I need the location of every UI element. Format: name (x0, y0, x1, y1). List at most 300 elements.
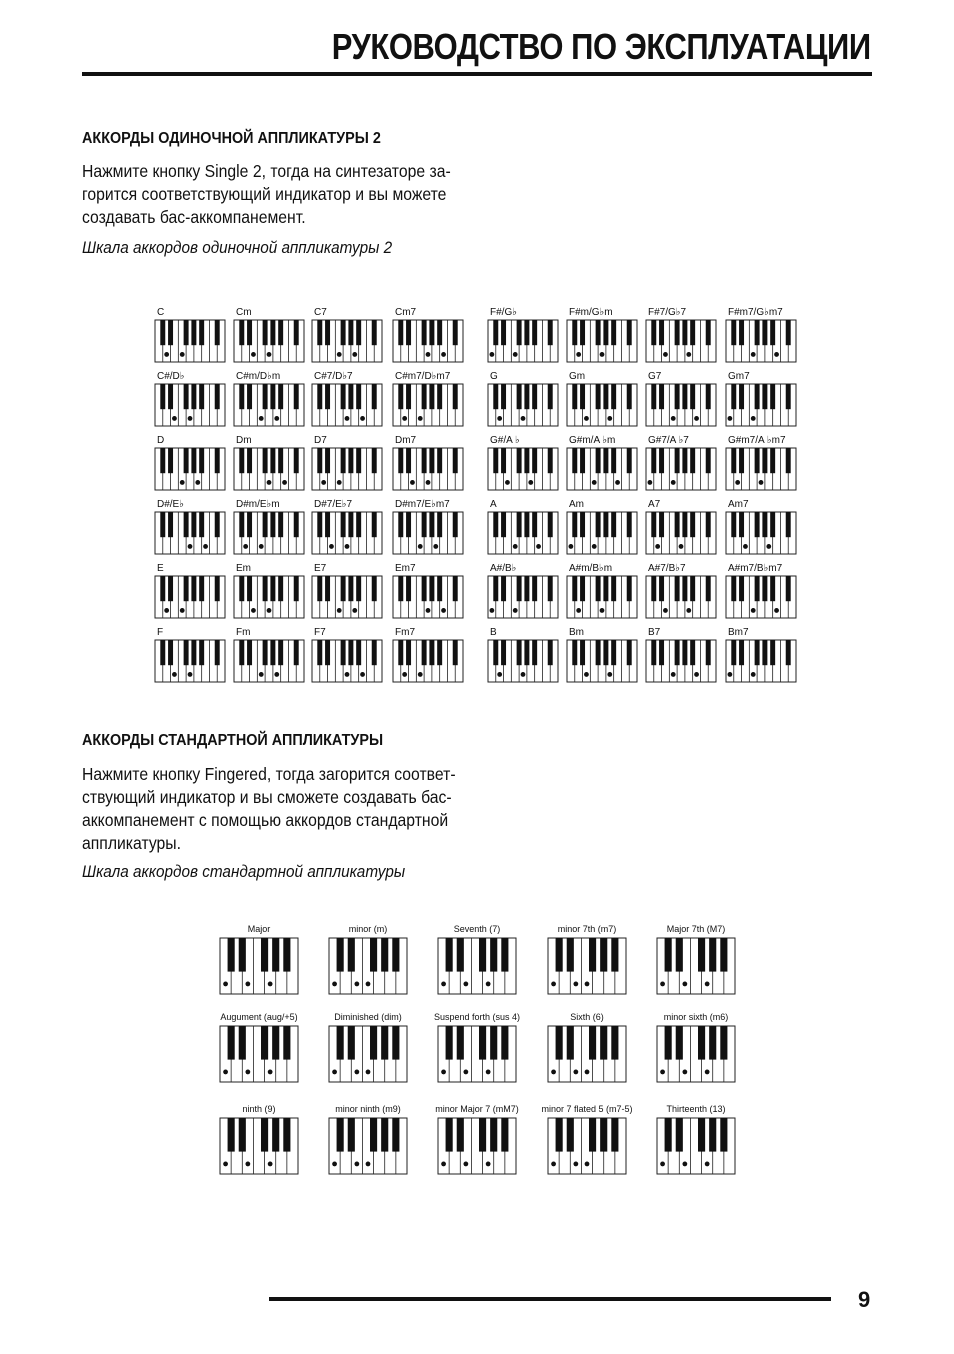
chord-note-dot (366, 982, 371, 987)
black-key (762, 384, 767, 409)
black-key (739, 384, 744, 409)
chord-label: D#/E♭ (157, 499, 184, 510)
black-key (479, 938, 486, 972)
chord-note-dot (402, 416, 407, 421)
black-key (283, 1026, 290, 1060)
black-key (611, 512, 616, 537)
chord-note-dot (497, 416, 502, 421)
black-key (720, 938, 727, 972)
black-key (651, 640, 656, 665)
black-key (247, 320, 252, 345)
chord-keyboard (726, 512, 796, 554)
chord-note-dot (441, 1162, 446, 1167)
black-key (572, 512, 577, 537)
black-key (532, 448, 537, 473)
black-key (493, 384, 498, 409)
black-key (325, 320, 330, 345)
black-key (398, 640, 403, 665)
footer-rule (269, 1297, 831, 1301)
chord-keyboard (393, 576, 463, 618)
black-key (261, 938, 268, 972)
black-key (596, 640, 601, 665)
black-key (611, 384, 616, 409)
chord-note-dot (513, 608, 518, 613)
black-key (611, 1118, 618, 1152)
black-key (372, 576, 377, 601)
chord-note-dot (245, 1070, 250, 1075)
chord-label: G#m7/A ♭m7 (728, 435, 786, 446)
chord-keyboard (312, 384, 382, 426)
black-key (199, 320, 204, 345)
black-key (517, 320, 522, 345)
chord-keyboard (488, 512, 558, 554)
chord-label: D (157, 435, 165, 446)
chord-note-dot (418, 544, 423, 549)
black-key (517, 576, 522, 601)
chord-note-dot (660, 1070, 665, 1075)
chord-note-dot (354, 1162, 359, 1167)
chord-keyboard (548, 938, 626, 994)
page-number: 9 (858, 1287, 871, 1312)
black-key (422, 448, 427, 473)
chord-keyboard (234, 512, 304, 554)
chord-note-dot (751, 672, 756, 677)
black-key (589, 938, 596, 972)
chord-keyboard (488, 640, 558, 682)
black-key (596, 384, 601, 409)
chord-note-dot (329, 544, 334, 549)
chord-note-dot (164, 352, 169, 357)
chord-keyboard (220, 938, 298, 994)
chord-keyboard (567, 576, 637, 618)
chord-label: B7 (648, 627, 661, 638)
chord-keyboard (220, 1026, 298, 1082)
chord-label: A#/B♭ (490, 563, 517, 574)
chord-note-dot (243, 544, 248, 549)
keyboard-frame (726, 576, 796, 618)
black-key (199, 640, 204, 665)
black-key (184, 512, 189, 537)
chord-label: Augument (aug/+5) (220, 1012, 298, 1022)
keyboard-frame (646, 384, 716, 426)
black-key (676, 1026, 683, 1060)
black-key (690, 576, 695, 601)
black-key (762, 448, 767, 473)
black-key (437, 384, 442, 409)
black-key (215, 384, 220, 409)
black-key (398, 512, 403, 537)
chord-note-dot (607, 416, 612, 421)
chord-note-dot (536, 544, 541, 549)
black-key (215, 576, 220, 601)
black-key (493, 512, 498, 537)
black-key (524, 512, 529, 537)
black-key (294, 320, 299, 345)
black-key (457, 1026, 464, 1060)
black-key (317, 640, 322, 665)
black-key (580, 576, 585, 601)
black-key (429, 512, 434, 537)
black-key (261, 1118, 268, 1152)
chord-note-dot (486, 982, 491, 987)
black-key (675, 384, 680, 409)
black-key (698, 1026, 705, 1060)
black-key (770, 320, 775, 345)
black-key (294, 576, 299, 601)
black-key (665, 1026, 672, 1060)
chord-label: A7 (648, 499, 661, 510)
chord-keyboard (567, 448, 637, 490)
chord-note-dot (268, 1070, 273, 1075)
black-key (381, 1118, 388, 1152)
chord-label: G (490, 371, 498, 382)
chord-note-dot (655, 544, 660, 549)
black-key (600, 1026, 607, 1060)
black-key (406, 320, 411, 345)
chord-keyboard (646, 384, 716, 426)
keyboard-frame (646, 640, 716, 682)
paragraph-line: Нажмите кнопку Single 2, тогда на синтезаторе за- (82, 161, 451, 181)
chord-keyboard (657, 1026, 735, 1082)
black-key (356, 320, 361, 345)
chord-note-dot (766, 544, 771, 549)
chord-label: Major 7th (M7) (666, 924, 726, 934)
chord-note-dot (647, 480, 652, 485)
chord-label: Thirteenth (13) (666, 1104, 726, 1114)
black-key (325, 640, 330, 665)
black-key (596, 320, 601, 345)
black-key (786, 576, 791, 601)
chord-note-dot (267, 480, 272, 485)
black-key (651, 576, 656, 601)
black-key (348, 938, 355, 972)
chord-keyboard (548, 1026, 626, 1082)
black-key (437, 640, 442, 665)
black-key (446, 938, 453, 972)
black-key (532, 320, 537, 345)
black-key (437, 512, 442, 537)
black-key (317, 384, 322, 409)
chord-note-dot (607, 672, 612, 677)
chord-note-dot (426, 608, 431, 613)
black-key (247, 640, 252, 665)
black-key (317, 576, 322, 601)
black-key (709, 1026, 716, 1060)
black-key (659, 384, 664, 409)
black-key (429, 576, 434, 601)
black-key (263, 448, 268, 473)
black-key (263, 512, 268, 537)
black-key (317, 320, 322, 345)
chord-keyboard (220, 1118, 298, 1174)
black-key (247, 512, 252, 537)
black-key (770, 512, 775, 537)
black-key (479, 1026, 486, 1060)
black-key (283, 1118, 290, 1152)
chord-label: Suspend forth (sus 4) (433, 1012, 521, 1022)
chord-keyboard (393, 448, 463, 490)
black-key (184, 320, 189, 345)
black-key (567, 1026, 574, 1060)
chord-note-dot (727, 416, 732, 421)
chord-keyboard (726, 384, 796, 426)
keyboard-frame (567, 640, 637, 682)
paragraph-line: Нажмите кнопку Fingered, тогда загорится соответ- (82, 764, 456, 784)
black-key (501, 576, 506, 601)
black-key (731, 448, 736, 473)
chord-note-dot (615, 480, 620, 485)
chord-note-dot (267, 608, 272, 613)
chord-note-dot (584, 416, 589, 421)
black-key (532, 512, 537, 537)
keyboard-frame (155, 448, 225, 490)
black-key (278, 512, 283, 537)
chord-note-dot (180, 352, 185, 357)
black-key (398, 576, 403, 601)
chord-label: D#m/E♭m (236, 499, 280, 510)
black-key (479, 1118, 486, 1152)
chord-note-dot (486, 1162, 491, 1167)
black-key (501, 1118, 508, 1152)
chord-note-dot (705, 982, 710, 987)
chord-note-dot (585, 1070, 590, 1075)
chord-note-dot (164, 608, 169, 613)
keyboard-frame (646, 576, 716, 618)
chord-note-dot (195, 480, 200, 485)
chord-note-dot (332, 1070, 337, 1075)
black-key (239, 1026, 246, 1060)
black-key (422, 640, 427, 665)
black-key (294, 512, 299, 537)
black-key (490, 938, 497, 972)
black-key (739, 576, 744, 601)
black-key (199, 384, 204, 409)
black-key (698, 1118, 705, 1152)
chord-keyboard (312, 320, 382, 362)
black-key (665, 1118, 672, 1152)
chord-label: C#m/D♭m (236, 371, 281, 382)
black-key (457, 938, 464, 972)
black-key (372, 384, 377, 409)
chord-keyboard (393, 384, 463, 426)
chord-keyboard (646, 320, 716, 362)
chord-note-dot (743, 544, 748, 549)
chord-label: Am7 (728, 499, 749, 510)
black-key (215, 512, 220, 537)
black-key (676, 938, 683, 972)
black-key (731, 320, 736, 345)
chord-note-dot (528, 480, 533, 485)
black-key (786, 512, 791, 537)
black-key (603, 384, 608, 409)
chord-keyboard (567, 320, 637, 362)
black-key (372, 640, 377, 665)
black-key (406, 576, 411, 601)
chord-label: G7 (648, 371, 662, 382)
chord-note-dot (727, 672, 732, 677)
chord-note-dot (686, 352, 691, 357)
chord-keyboard (234, 384, 304, 426)
black-key (762, 320, 767, 345)
chord-keyboard (155, 576, 225, 618)
black-key (548, 384, 553, 409)
chord-note-dot (441, 352, 446, 357)
black-key (270, 640, 275, 665)
chord-note-dot (671, 416, 676, 421)
chord-note-dot (337, 608, 342, 613)
black-key (398, 384, 403, 409)
chord-label: E7 (314, 563, 327, 574)
black-key (676, 1118, 683, 1152)
chord-label: Fm7 (395, 627, 415, 638)
chord-keyboard (393, 320, 463, 362)
black-key (263, 576, 268, 601)
black-key (731, 512, 736, 537)
black-key (270, 576, 275, 601)
black-key (370, 938, 377, 972)
section-heading-single2: АККОРДЫ ОДИНОЧНОЙ АППЛИКАТУРЫ 2 (82, 130, 381, 147)
chord-note-dot (600, 352, 605, 357)
chord-label: F#m/G♭m (569, 307, 613, 318)
black-key (627, 576, 632, 601)
black-key (603, 320, 608, 345)
black-key (580, 448, 585, 473)
chord-label: Em (236, 563, 251, 574)
chord-keyboard (312, 576, 382, 618)
chord-note-dot (441, 982, 446, 987)
black-key (762, 576, 767, 601)
black-key (651, 448, 656, 473)
chord-keyboard (438, 1118, 516, 1174)
black-key (239, 512, 244, 537)
black-key (453, 320, 458, 345)
black-key (524, 384, 529, 409)
chord-note-dot (551, 982, 556, 987)
black-key (501, 1026, 508, 1060)
keyboard-frame (726, 320, 796, 362)
black-key (739, 640, 744, 665)
paragraph-line: горится соответствующий индикатор и вы можете (82, 184, 447, 204)
black-key (690, 320, 695, 345)
chord-label: Bm7 (728, 627, 749, 638)
chord-label: minor ninth (m9) (335, 1104, 401, 1114)
black-key (548, 640, 553, 665)
black-key (755, 320, 760, 345)
chord-label: Dm (236, 435, 252, 446)
black-key (580, 320, 585, 345)
black-key (168, 512, 173, 537)
black-key (446, 1118, 453, 1152)
black-key (786, 320, 791, 345)
chord-note-dot (354, 1070, 359, 1075)
black-key (263, 320, 268, 345)
black-key (580, 512, 585, 537)
paragraph-line: аккомпанемент с помощью аккордов стандартной (82, 810, 449, 830)
black-key (589, 1026, 596, 1060)
chord-keyboard (234, 320, 304, 362)
black-key (567, 1118, 574, 1152)
chord-note-dot (180, 480, 185, 485)
black-key (517, 512, 522, 537)
black-key (786, 448, 791, 473)
chord-label: ninth (9) (242, 1104, 276, 1114)
black-key (239, 938, 246, 972)
black-key (572, 640, 577, 665)
black-key (453, 512, 458, 537)
chord-note-dot (660, 1162, 665, 1167)
chord-keyboard (234, 576, 304, 618)
chord-label: minor sixth (m6) (663, 1012, 729, 1022)
chord-keyboard (488, 576, 558, 618)
chord-note-dot (223, 1070, 228, 1075)
chord-label: F#7/G♭7 (648, 307, 687, 318)
black-key (228, 1118, 235, 1152)
black-key (392, 1118, 399, 1152)
black-key (422, 576, 427, 601)
black-key (770, 576, 775, 601)
black-key (596, 448, 601, 473)
chord-note-dot (418, 416, 423, 421)
black-key (731, 640, 736, 665)
black-key (706, 384, 711, 409)
black-key (278, 448, 283, 473)
chord-keyboard (155, 320, 225, 362)
chord-note-dot (332, 1162, 337, 1167)
chord-keyboard (646, 576, 716, 618)
chord-note-dot (366, 1162, 371, 1167)
black-key (184, 384, 189, 409)
black-key (348, 512, 353, 537)
black-key (381, 938, 388, 972)
chord-note-dot (774, 352, 779, 357)
black-key (191, 640, 196, 665)
chord-note-dot (188, 672, 193, 677)
black-key (348, 320, 353, 345)
chord-note-dot (521, 416, 526, 421)
chord-note-dot (188, 416, 193, 421)
black-key (199, 448, 204, 473)
black-key (325, 512, 330, 537)
black-key (272, 938, 279, 972)
keyboard-frame (726, 512, 796, 554)
black-key (215, 640, 220, 665)
paragraph-line: аппликатуры. (82, 833, 181, 853)
black-key (228, 938, 235, 972)
black-key (372, 320, 377, 345)
chord-note-dot (486, 1070, 491, 1075)
black-key (325, 384, 330, 409)
black-key (651, 384, 656, 409)
black-key (675, 512, 680, 537)
chord-label: D#7/E♭7 (314, 499, 353, 510)
chord-note-dot (705, 1070, 710, 1075)
black-key (325, 576, 330, 601)
black-key (770, 448, 775, 473)
chord-note-dot (245, 982, 250, 987)
black-key (682, 640, 687, 665)
keyboard-frame (646, 320, 716, 362)
black-key (501, 448, 506, 473)
black-key (348, 576, 353, 601)
black-key (690, 640, 695, 665)
keyboard-frame (567, 512, 637, 554)
black-key (278, 576, 283, 601)
chord-note-dot (360, 416, 365, 421)
black-key (422, 320, 427, 345)
black-key (490, 1026, 497, 1060)
chord-note-dot (735, 480, 740, 485)
chord-keyboard (548, 1118, 626, 1174)
